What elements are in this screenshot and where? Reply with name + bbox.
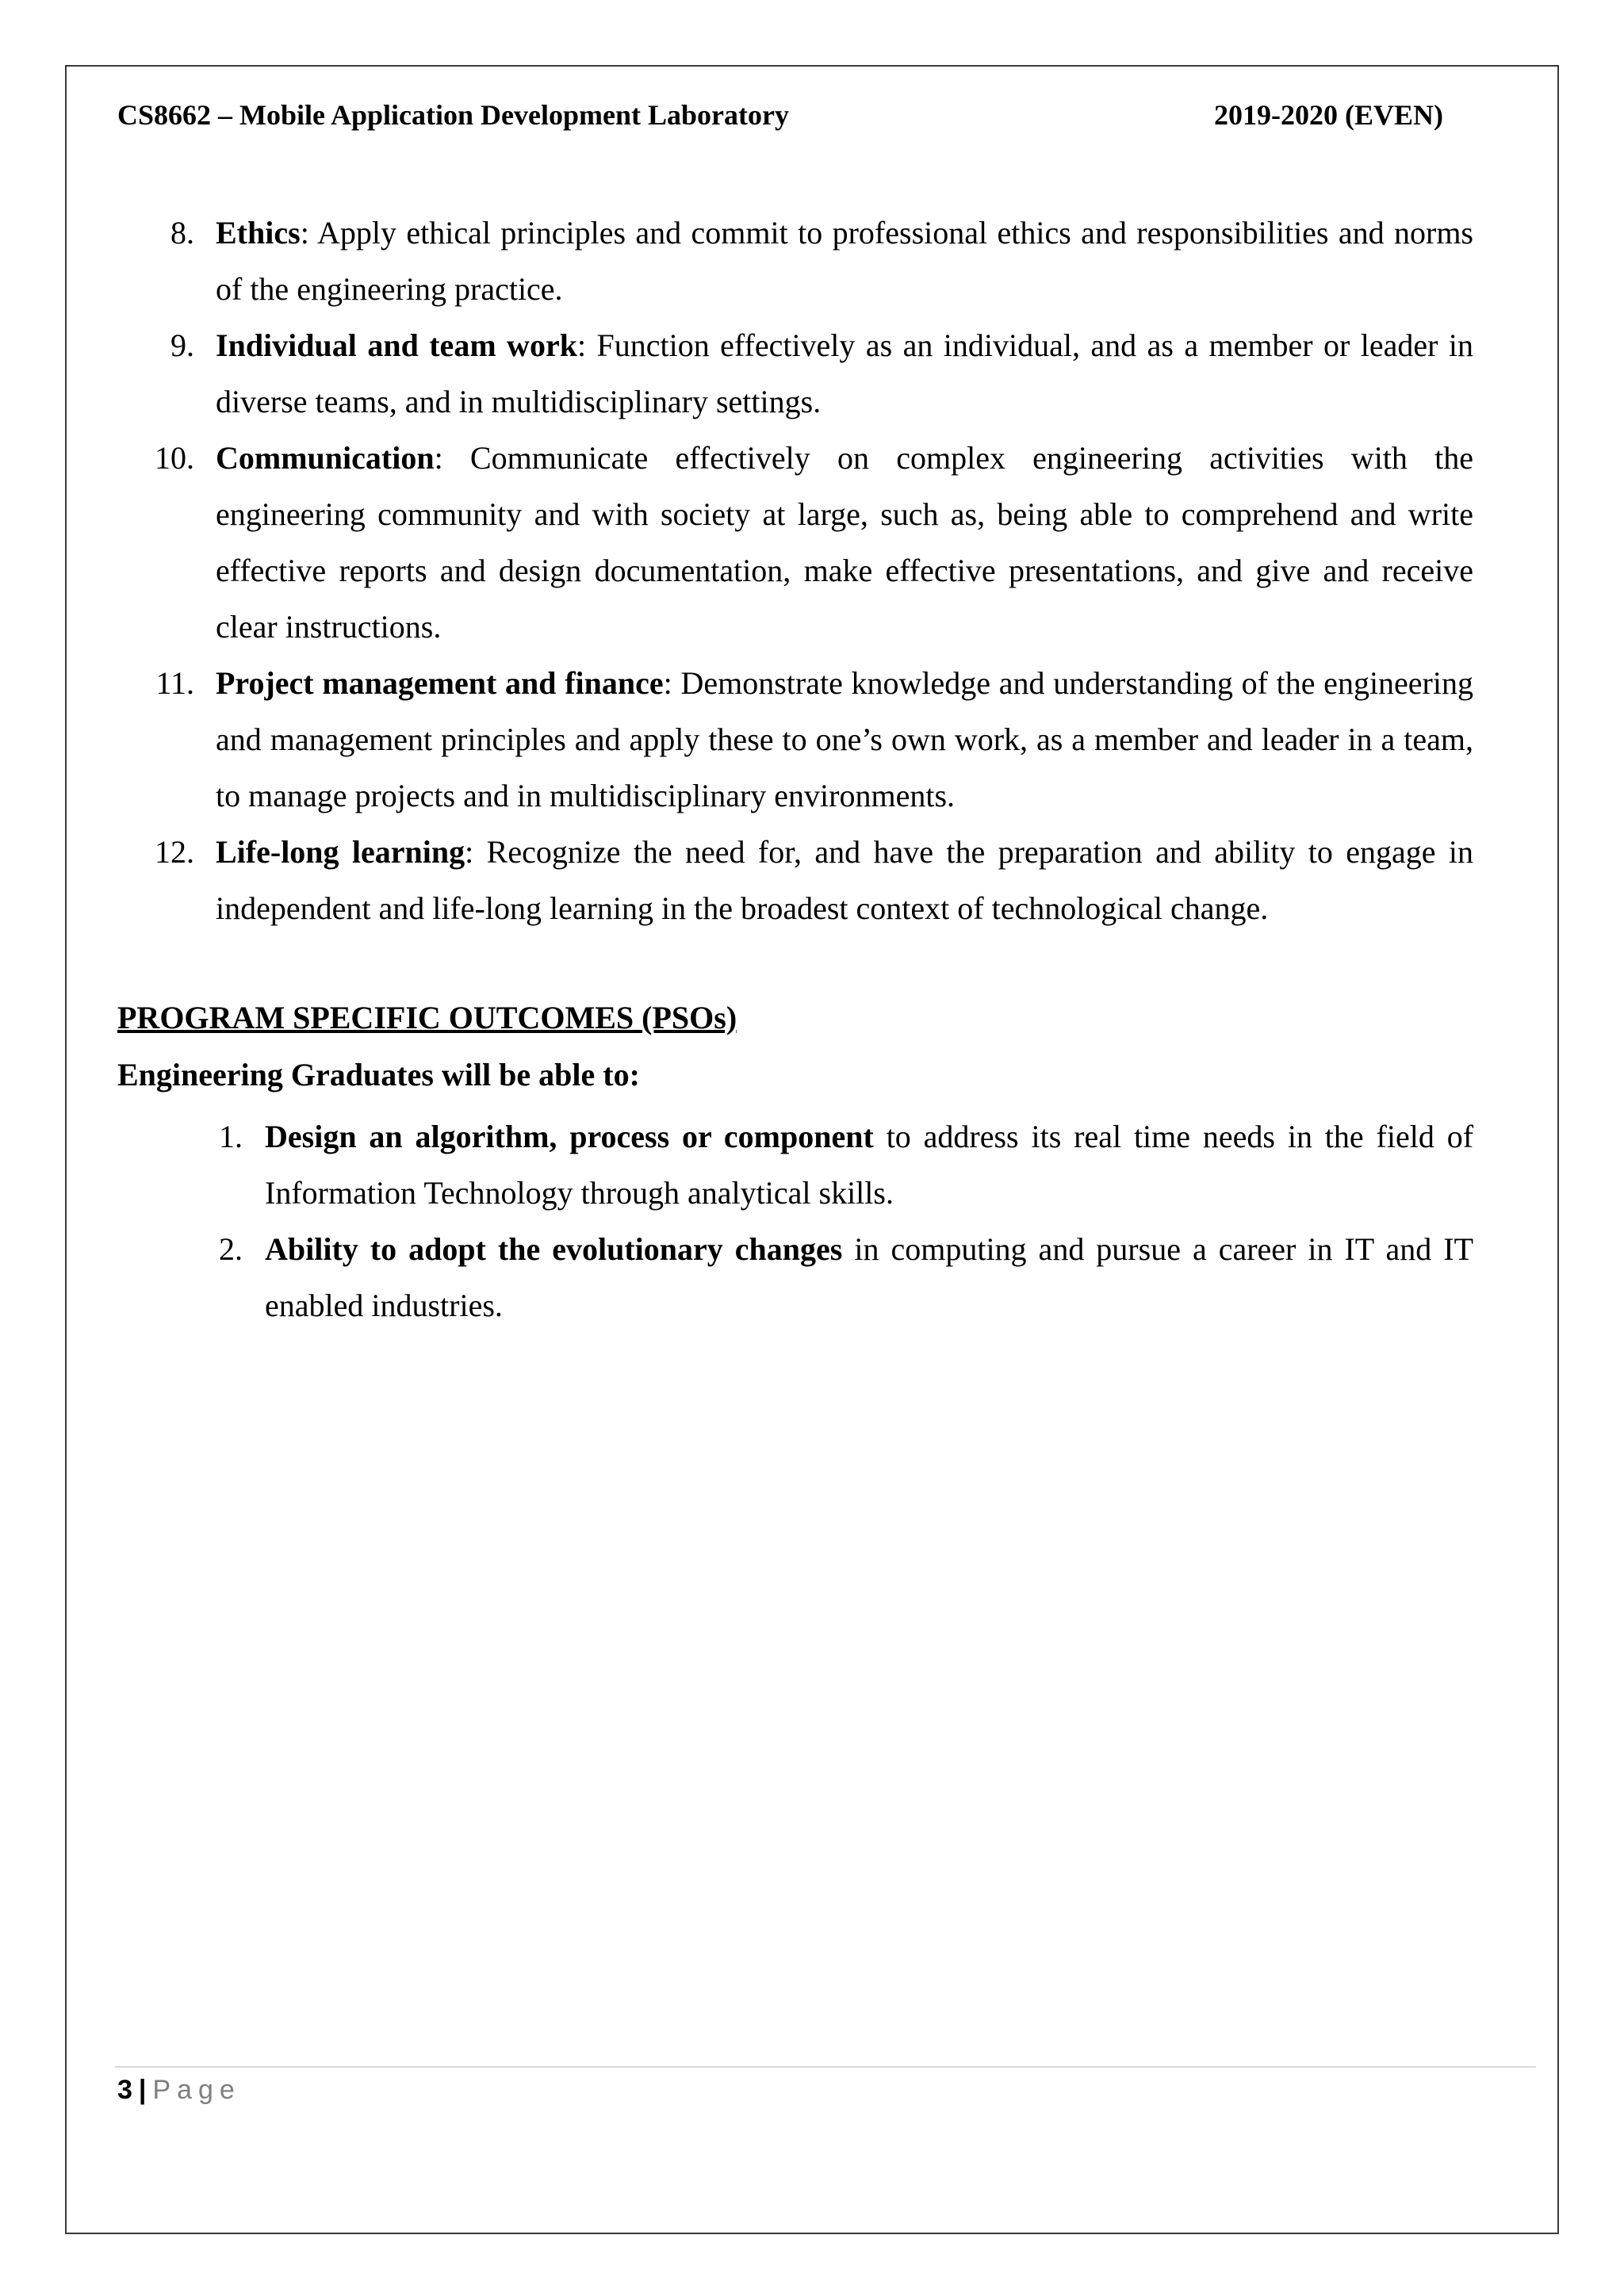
- footer-separator: |: [138, 2075, 147, 2105]
- list-item: [0, 824, 1624, 936]
- pso-term: Design an algorithm, process or component: [265, 1119, 874, 1154]
- footer-divider: [115, 2066, 1536, 2068]
- outcome-term: Life-long learning: [216, 834, 465, 870]
- list-number: 8.: [170, 215, 194, 251]
- list-item-text: [216, 205, 1473, 317]
- list-number: 11.: [155, 665, 194, 701]
- pso-term: Ability to adopt the evolutionary changes: [265, 1231, 843, 1267]
- list-item: [0, 1108, 1624, 1221]
- list-item: [0, 317, 1624, 430]
- page-footer: [117, 2071, 241, 2109]
- list-item-text: [216, 655, 1473, 824]
- outcome-description: : Function effectively as an individual, and as a member or leader in diverse teams, and in multidisciplinary settings.: [216, 327, 1473, 419]
- list-item-text: [265, 1108, 1473, 1221]
- list-number: 12.: [155, 834, 194, 870]
- list-number: 1.: [219, 1119, 243, 1154]
- list-item-text: [265, 1221, 1473, 1334]
- list-item: [0, 205, 1624, 317]
- list-number: 2.: [219, 1231, 243, 1267]
- list-number: 9.: [170, 327, 194, 363]
- outcome-description: : Demonstrate knowledge and understanding of the engineering and management principles and apply these to one’s own work, as a member and leader in a team, to manage projects and in multidisciplinary environments.: [216, 665, 1473, 813]
- outcome-term: Project management and finance: [216, 665, 664, 701]
- outcome-description: : Apply ethical principles and commit to professional ethics and responsibilities and norms of the engineering practice.: [216, 215, 1473, 307]
- outcome-term: Ethics: [216, 215, 301, 251]
- outcome-description: : Communicate effectively on complex engineering activities with the engineering community and with society at large, such as, being able to comprehend and write effective reports and design documentation, make effective presentations, and give and receive clear instructions.: [216, 440, 1473, 645]
- page-label: Page: [152, 2075, 241, 2105]
- pso-list: [0, 1108, 1624, 1334]
- list-number: 10.: [155, 440, 194, 476]
- outcome-description: : Recognize the need for, and have the preparation and ability to engage in independent and life-long learning in the broadest context of technological change.: [216, 834, 1474, 926]
- outcome-term: Individual and team work: [216, 327, 577, 363]
- list-item: [0, 655, 1624, 824]
- pso-description: to address its real time needs in the field of Information Technology through analytical skills.: [265, 1119, 1474, 1211]
- academic-term: 2019-2020 (EVEN): [1214, 99, 1443, 131]
- pso-description: in computing and pursue a career in IT and IT enabled industries.: [265, 1231, 1474, 1323]
- page-number: 3: [117, 2075, 132, 2105]
- course-title: CS8662 – Mobile Application Development Laboratory: [117, 99, 789, 131]
- program-outcomes-list: [0, 205, 1624, 936]
- list-item-text: [216, 317, 1473, 430]
- list-item-text: [216, 430, 1473, 655]
- list-item-text: [216, 824, 1473, 936]
- section-intro: Engineering Graduates will be able to:: [117, 1057, 640, 1093]
- list-item: [0, 430, 1624, 655]
- section-title: PROGRAM SPECIFIC OUTCOMES (PSOs): [117, 1000, 737, 1035]
- list-item: [0, 1221, 1624, 1334]
- page-header: [117, 98, 1443, 132]
- outcome-term: Communication: [216, 440, 435, 476]
